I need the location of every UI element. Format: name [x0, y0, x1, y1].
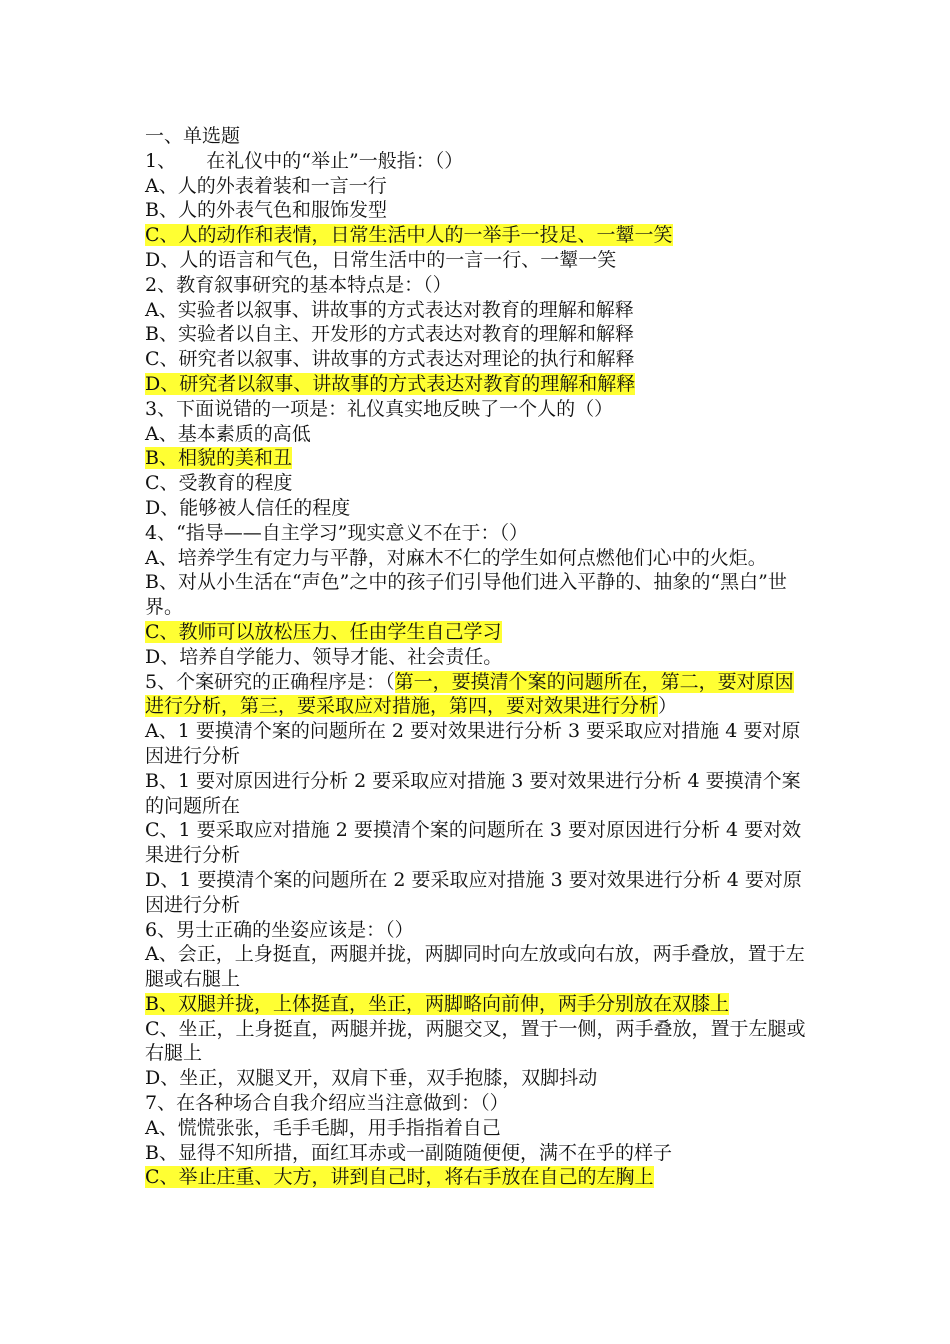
question-5-option-c: C、1 要采取应对措施 2 要摸清个案的问题所在 3 要对原因进行分析 4 要对效果进行分析	[145, 819, 802, 867]
question-1-option-b: B、人的外表气色和服饰发型	[145, 199, 387, 222]
question-7-option-c-answer: C、举止庄重、大方，讲到自己时，将右手放在自己的左胸上	[145, 1166, 654, 1189]
question-2-option-b: B、实验者以自主、开发形的方式表达对教育的理解和解释	[145, 323, 634, 346]
question-2-option-a: A、实验者以叙事、讲故事的方式表达对教育的理解和解释	[145, 298, 634, 321]
question-4-option-b: B、对从小生活在“声色”之中的孩子们引导他们进入平静的、抽象的“黑白”世界。	[145, 571, 787, 619]
question-3-option-c: C、受教育的程度	[145, 472, 293, 495]
question-6-option-d: D、坐正，双腿叉开，双肩下垂，双手抱膝，双脚抖动	[145, 1067, 598, 1090]
question-7-option-b: B、显得不知所措，面红耳赤或一副随随便便，满不在乎的样子	[145, 1141, 672, 1164]
question-1-stem: 1、 在礼仪中的“举止”一般指：（）	[145, 149, 464, 172]
question-5-stem	[145, 670, 810, 720]
question-4-option-c-answer: C、教师可以放松压力、任由学生自己学习	[145, 620, 502, 643]
question-5-option-b: B、1 要对原因进行分析 2 要采取应对措施 3 要对效果进行分析 4 要摸清个案的问题所在	[145, 769, 801, 817]
question-2-stem: 2、教育叙事研究的基本特点是：（）	[145, 273, 452, 296]
question-4-option-d: D、培养自学能力、领导才能、社会责任。	[145, 645, 503, 668]
document-body	[145, 124, 810, 1190]
question-5-option-a: A、1 要摸清个案的问题所在 2 要对效果进行分析 3 要采取应对措施 4 要对原因进行分析	[145, 720, 801, 767]
question-6-option-b-answer: B、双腿并拢，上体挺直，坐正，两脚略向前伸，两手分别放在双膝上	[145, 992, 729, 1015]
question-1-option-a: A、人的外表着装和一言一行	[145, 174, 387, 197]
question-2-option-d-answer: D、研究者以叙事、讲故事的方式表达对教育的理解和解释	[145, 372, 636, 395]
question-6-stem: 6、男士正确的坐姿应该是：（）	[145, 918, 414, 941]
question-5-stem-answer: 第一，要摸清个案的问题所在，第二，要对原因进行分析，第三，要采取应对措施，第四，要对效果进行分析	[145, 670, 794, 718]
question-5-stem-suffix: ）	[658, 695, 678, 718]
question-5-option-d: D、1 要摸清个案的问题所在 2 要采取应对措施 3 要对效果进行分析 4 要对原因进行分析	[145, 868, 802, 916]
question-2-option-c: C、研究者以叙事、讲故事的方式表达对理论的执行和解释	[145, 348, 635, 371]
section-title: 一、单选题	[145, 125, 241, 147]
question-7-stem: 7、在各种场合自我介绍应当注意做到：（）	[145, 1092, 509, 1115]
question-6-option-c: C、坐正，上身挺直，两腿并拢，两腿交叉，置于一侧，两手叠放，置于左腿或右腿上	[145, 1017, 806, 1065]
question-1-option-d: D、人的语言和气色，日常生活中的一言一行、一颦一笑	[145, 248, 617, 271]
question-1-option-c-answer: C、人的动作和表情，日常生活中人的一举手一投足、一颦一笑	[145, 224, 673, 247]
question-4-option-a: A、培养学生有定力与平静，对麻木不仁的学生如何点燃他们心中的火炬。	[145, 546, 767, 569]
question-3-stem: 3、下面说错的一项是：礼仪真实地反映了一个人的（）	[145, 397, 614, 420]
question-7-option-a: A、慌慌张张，毛手毛脚，用手指指着自己	[145, 1116, 501, 1139]
question-3-option-d: D、能够被人信任的程度	[145, 496, 351, 519]
question-3-option-a: A、基本素质的高低	[145, 422, 311, 445]
question-5-stem-prefix: 5、个案研究的正确程序是：（	[145, 670, 395, 693]
question-6-option-a: A、会正，上身挺直，两腿并拢，两脚同时向左放或向右放，两手叠放，置于左腿或右腿上	[145, 943, 805, 991]
question-4-stem: 4、“指导——自主学习”现实意义不在于：（）	[145, 521, 529, 544]
question-3-option-b-answer: B、相貌的美和丑	[145, 447, 292, 470]
